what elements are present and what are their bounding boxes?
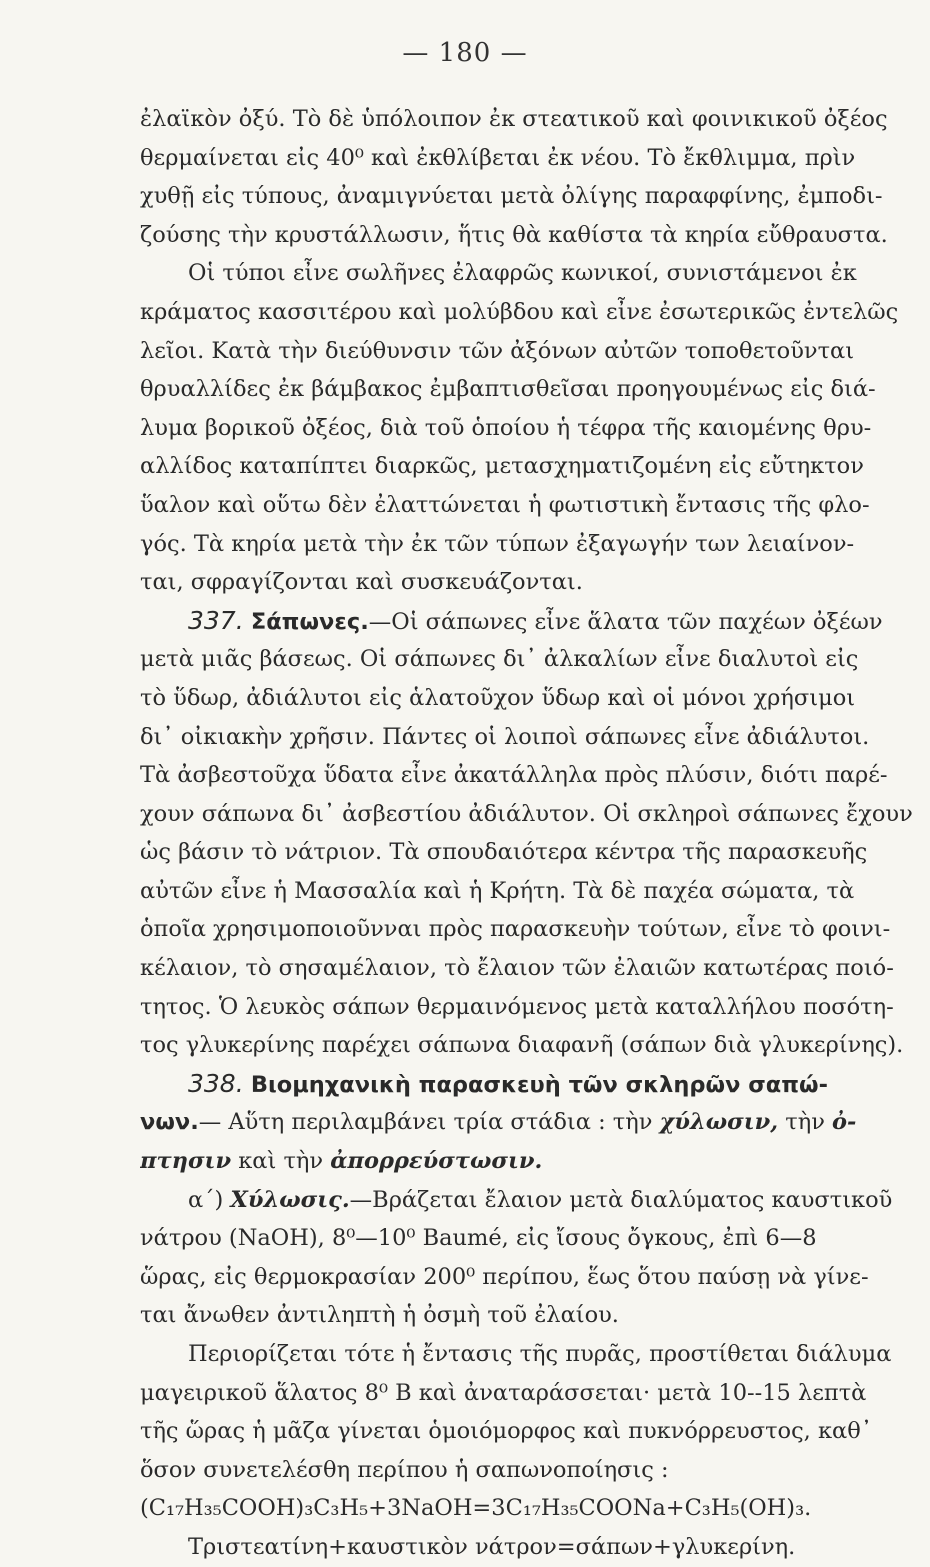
subsection-a-line	[140, 1181, 915, 1220]
text-line: αλλίδος καταπίπτει διαρκῶς, μετασχηματιζομένη εἰς εὔτηκτον	[140, 453, 864, 480]
text-line: μαγειρικοῦ ἅλατος 8⁰ Β καὶ ἀναταράσσεται· μετὰ 10--15 λεπτὰ	[140, 1379, 867, 1406]
page-number: — 180 —	[402, 38, 528, 68]
section-338-heading-line	[140, 1065, 915, 1104]
text-line: χουν σάπωνα δι᾽ ἀσβεστίου ἀδιάλυτον. Οἱ σκληροὶ σάπωνες ἔχουν	[140, 800, 913, 827]
text-line: ὕαλον καὶ οὕτω δὲν ἐλαττώνεται ἡ φωτιστικὴ ἔντασις τῆς φλο-	[140, 491, 870, 518]
section-first-text: —Οἱ σάπωνες εἶνε ἅλατα τῶν παχέων ὀξέων	[368, 608, 883, 635]
text-line: μετὰ μιᾶς βάσεως. Οἱ σάπωνες δι᾽ ἀλκαλίων εἶνε διαλυτοὶ εἰς	[140, 646, 859, 673]
text-line: ὥρας, εἰς θερμοκρασίαν 200⁰ περίπου, ἕως ὅτου παύσῃ νὰ γίνε-	[140, 1263, 869, 1290]
section-number: 338.	[188, 1068, 244, 1098]
term-chylosis: χύλωσιν,	[659, 1109, 779, 1136]
section-title: Βιομηχανικὴ παρασκευὴ τῶν σκληρῶν σαπώ-	[250, 1071, 828, 1098]
text-span: — Αὕτη περιλαμβάνει τρία στάδια : τὴν	[198, 1109, 653, 1136]
text-line: τῆς ὥρας ἡ μᾶζα γίνεται ὁμοιόμορφος καὶ πυκνόρρευστος, καθ᾽	[140, 1418, 873, 1445]
formula-words: Τριστεατίνη+καυστικὸν νάτρον=σάπων+γλυκερίνη.	[188, 1533, 796, 1560]
text-line: γός. Τὰ κηρία μετὰ τὴν ἐκ τῶν τύπων ἐξαγωγήν των λειαίνον-	[140, 530, 855, 557]
text-line: ὅσον συνετελέσθη περίπου ἡ σαπωνοποίησις :	[140, 1456, 669, 1483]
text-line: ται ἄνωθεν ἀντιληπτὴ ἡ ὀσμὴ τοῦ ἐλαίου.	[140, 1302, 619, 1329]
text-line	[140, 1103, 915, 1142]
text-line: θερμαίνεται εἰς 40⁰ καὶ ἐκθλίβεται ἐκ νέου. Τὸ ἔκθλιμμα, πρὶν	[140, 144, 856, 171]
subsection-label: α΄)	[188, 1186, 224, 1213]
text-line: ὡς βάσιν τὸ νάτριον. Τὰ σπουδαιότερα κέντρα τῆς παρασκευῆς	[140, 839, 868, 866]
chemical-formula: (C₁₇H₃₅COOH)₃C₃H₅+3NaOH=3C₁₇H₃₅COONa+C₃H₅(OH)₃.	[140, 1495, 812, 1522]
section-337-heading-line	[140, 602, 915, 641]
section-title: Σάπωνες.	[250, 608, 369, 635]
text-span: τὴν	[778, 1109, 825, 1136]
page-body	[140, 100, 915, 1567]
section-number: 337.	[188, 605, 244, 635]
term-aporreustosis: ἀπορρεύστωσιν.	[330, 1148, 543, 1175]
text-line: τητος. Ὁ λευκὸς σάπων θερμαινόμενος μετὰ καταλλήλου ποσότη-	[140, 993, 894, 1020]
text-line: κέλαιον, τὸ σησαμέλαιον, τὸ ἔλαιον τῶν ἐλαιῶν κατωτέρας ποιό-	[140, 955, 894, 982]
text-line: λεῖοι. Κατὰ τὴν διεύθυνσιν τῶν ἀξόνων αὐτῶν τοποθετοῦνται	[140, 337, 855, 364]
text-line: λυμα βορικοῦ ὀξέος, διὰ τοῦ ὁποίου ἡ τέφρα τῆς καιομένης θρυ-	[140, 414, 872, 441]
text-line: χυθῇ εἰς τύπους, ἀναμιγνύεται μετὰ ὀλίγης παραφφίνης, ἐμποδι-	[140, 183, 883, 210]
text-line: νάτρου (NaOH), 8⁰—10⁰ Baumé, εἰς ἴσους ὄγκους, ἐπὶ 6—8	[140, 1225, 817, 1252]
term-optesis-part: ὀ-	[832, 1109, 857, 1136]
section-title-cont: νων.	[140, 1109, 199, 1136]
text-span: καὶ τὴν	[231, 1148, 331, 1175]
text-line: ὁποῖα χρησιμοποιοῦνναι πρὸς παρασκευὴν τούτων, εἶνε τὸ φοινι-	[140, 916, 891, 943]
text-line: κράματος κασσιτέρου καὶ μολύβδου καὶ εἶνε ἐσωτερικῶς ἐντελῶς	[140, 298, 899, 325]
text-line: θρυαλλίδες ἐκ βάμβακος ἐμβαπτισθεῖσαι προηγουμένως εἰς διά-	[140, 376, 876, 403]
text-line: Οἱ τύποι εἶνε σωλῆνες ἐλαφρῶς κωνικοί, συνιστάμενοι ἐκ	[188, 260, 857, 287]
text-line: ἐλαϊκὸν ὀξύ. Τὸ δὲ ὑπόλοιπον ἐκ στεατικοῦ καὶ φοινικικοῦ ὀξέος	[140, 106, 888, 132]
subsection-title: Χύλωσις.	[230, 1186, 350, 1213]
text-span: —Βράζεται ἔλαιον μετὰ διαλύματος καυστικοῦ	[349, 1186, 893, 1213]
term-optesis: πτησιν	[140, 1148, 232, 1175]
text-line: Περιορίζεται τότε ἡ ἔντασις τῆς πυρᾶς, προστίθεται διάλυμα	[188, 1341, 892, 1367]
text-line: ται, σφραγίζονται καὶ συσκευάζονται.	[140, 569, 583, 596]
text-line: δι᾽ οἰκιακὴν χρῆσιν. Πάντες οἱ λοιποὶ σάπωνες εἶνε ἀδιάλυτοι.	[140, 723, 870, 750]
text-line: αὐτῶν εἶνε ἡ Μασσαλία καὶ ἡ Κρήτη. Τὰ δὲ παχέα σώματα, τὰ	[140, 877, 855, 904]
text-line: τος γλυκερίνης παρέχει σάπωνα διαφανῆ (σάπων διὰ γλυκερίνης).	[140, 1032, 904, 1059]
text-line: τὸ ὕδωρ, ἀδιάλυτοι εἰς ἁλατοῦχον ὕδωρ καὶ οἱ μόνοι χρήσιμοι	[140, 684, 856, 711]
text-line	[140, 1142, 915, 1181]
text-line: Τὰ ἀσβεστοῦχα ὕδατα εἶνε ἀκατάλληλα πρὸς πλύσιν, διότι παρέ-	[140, 762, 888, 789]
text-line: ζούσης τὴν κρυστάλλωσιν, ἥτις θὰ καθίστα τὰ κηρία εὔθραυστα.	[140, 221, 888, 248]
